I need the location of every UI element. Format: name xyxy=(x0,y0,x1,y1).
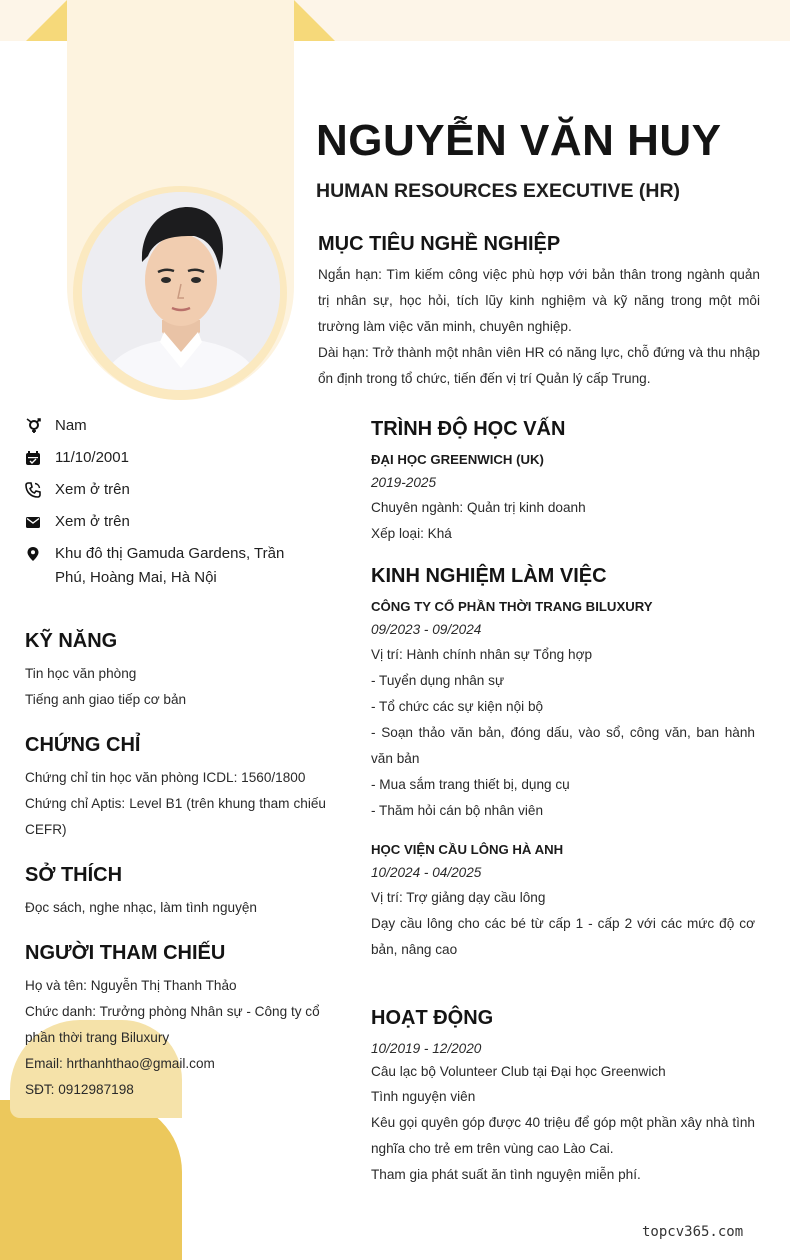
phone-value: Xem ở trên xyxy=(55,481,130,498)
hobbies-heading: SỞ THÍCH xyxy=(25,864,123,886)
job-position: Vị trí: Trợ giảng dạy cầu lông xyxy=(371,890,546,905)
reference-heading: NGƯỜI THAM CHIẾU xyxy=(25,942,226,964)
gender-icon xyxy=(25,418,41,434)
reference-phone: SĐT: 0912987198 xyxy=(25,1082,134,1097)
certificate-item: Chứng chỉ tin học văn phòng ICDL: 1560/1800 xyxy=(25,770,306,785)
job-position: Vị trí: Hành chính nhân sự Tổng hợp xyxy=(371,647,593,662)
job-task: Dạy cầu lông cho các bé từ cấp 1 - cấp 2 với các mức độ cơ bản, nâng cao xyxy=(371,916,755,957)
decor-blob-back xyxy=(0,1100,182,1260)
education-grade: Xếp loại: Khá xyxy=(371,526,452,541)
phone-icon xyxy=(25,482,41,498)
job-period: 09/2023 - 09/2024 xyxy=(371,622,482,637)
certificates-heading: CHỨNG CHỈ xyxy=(25,734,141,756)
profile-photo xyxy=(82,192,280,390)
reference-email: Email: hrthanhthao@gmail.com xyxy=(25,1056,215,1071)
decor-triangle-right xyxy=(294,0,335,41)
job-period: 10/2024 - 04/2025 xyxy=(371,865,482,880)
address-value: Khu đô thị Gamuda Gardens, Trần Phú, Hoàng Mai, Hà Nội xyxy=(55,545,285,586)
envelope-icon xyxy=(25,514,41,530)
reference-position: Chức danh: Trưởng phòng Nhân sự - Công ty cổ phần thời trang Biluxury xyxy=(25,1004,320,1045)
company-name: HỌC VIỆN CẦU LÔNG HÀ ANH xyxy=(371,842,564,857)
activity-org: Câu lạc bộ Volunteer Club tại Đại học Greenwich xyxy=(371,1064,666,1079)
birthday-value: 11/10/2001 xyxy=(55,449,129,466)
contact-gender xyxy=(25,414,325,438)
job-task: - Thăm hỏi cán bộ nhân viên xyxy=(371,803,544,818)
education-major: Chuyên ngành: Quản trị kinh doanh xyxy=(371,500,586,515)
job-task: - Mua sắm trang thiết bị, dụng cụ xyxy=(371,777,570,792)
education-period: 2019-2025 xyxy=(371,475,437,490)
contact-list xyxy=(25,414,325,598)
job-task: - Tuyển dụng nhân sự xyxy=(371,673,505,688)
contact-address xyxy=(25,542,325,590)
hobbies-text: Đọc sách, nghe nhạc, làm tình nguyện xyxy=(25,900,257,915)
certificate-item: Chứng chỉ Aptis: Level B1 (trên khung tham chiếu CEFR) xyxy=(25,796,326,837)
activity-detail: Kêu gọi quyên góp được 40 triệu để góp một phần xây nhà tình nghĩa cho trẻ em trên vùng cao Lào Cai. xyxy=(371,1115,755,1156)
company-name: CÔNG TY CỔ PHẦN THỜI TRANG BILUXURY xyxy=(371,599,653,614)
skill-item: Tiếng anh giao tiếp cơ bản xyxy=(25,692,187,707)
job-task: - Tổ chức các sự kiện nội bộ xyxy=(371,699,544,714)
location-pin-icon xyxy=(25,546,41,562)
decor-triangle-left xyxy=(26,0,67,41)
contact-phone xyxy=(25,478,325,502)
candidate-name: NGUYỄN VĂN HUY xyxy=(316,116,722,165)
job-task: - Soạn thảo văn bản, đóng dấu, vào sổ, công văn, ban hành văn bản xyxy=(371,725,755,766)
objective-long-term: Dài hạn: Trở thành một nhân viên HR có năng lực, chỗ đứng và thu nhập ổn định trong tổ chức, tiến đến vị trí Quản lý cấp Trung. xyxy=(318,345,760,386)
contact-email xyxy=(25,510,325,534)
skill-item: Tin học văn phòng xyxy=(25,666,137,681)
activity-period: 10/2019 - 12/2020 xyxy=(371,1041,482,1056)
school-name: ĐẠI HỌC GREENWICH (UK) xyxy=(371,452,544,467)
activity-detail: Tham gia phát suất ăn tình nguyện miễn phí. xyxy=(371,1167,641,1182)
objective-short-term: Ngắn hạn: Tìm kiếm công việc phù hợp với bản thân trong ngành quản trị nhân sự, học hỏi, tích lũy kinh nghiệm và kỹ năng trong một môi trường làm việc văn minh, chuyên nghiệp. xyxy=(318,267,760,334)
education-heading: TRÌNH ĐỘ HỌC VẤN xyxy=(371,418,566,440)
experience-heading: KINH NGHIỆM LÀM VIỆC xyxy=(371,565,607,587)
activity-role: Tình nguyện viên xyxy=(371,1089,476,1104)
gender-value: Nam xyxy=(55,417,87,434)
contact-birthday xyxy=(25,446,325,470)
job-title: HUMAN RESOURCES EXECUTIVE (HR) xyxy=(316,180,681,202)
skills-heading: KỸ NĂNG xyxy=(25,630,118,652)
watermark: topcv365.com xyxy=(642,1224,744,1240)
email-value: Xem ở trên xyxy=(55,513,130,530)
reference-name: Họ và tên: Nguyễn Thị Thanh Thảo xyxy=(25,978,237,993)
activities-heading: HOẠT ĐỘNG xyxy=(371,1007,494,1029)
calendar-icon xyxy=(25,450,41,466)
objective-heading: MỤC TIÊU NGHỀ NGHIỆP xyxy=(318,233,561,255)
portrait-image xyxy=(82,192,280,390)
